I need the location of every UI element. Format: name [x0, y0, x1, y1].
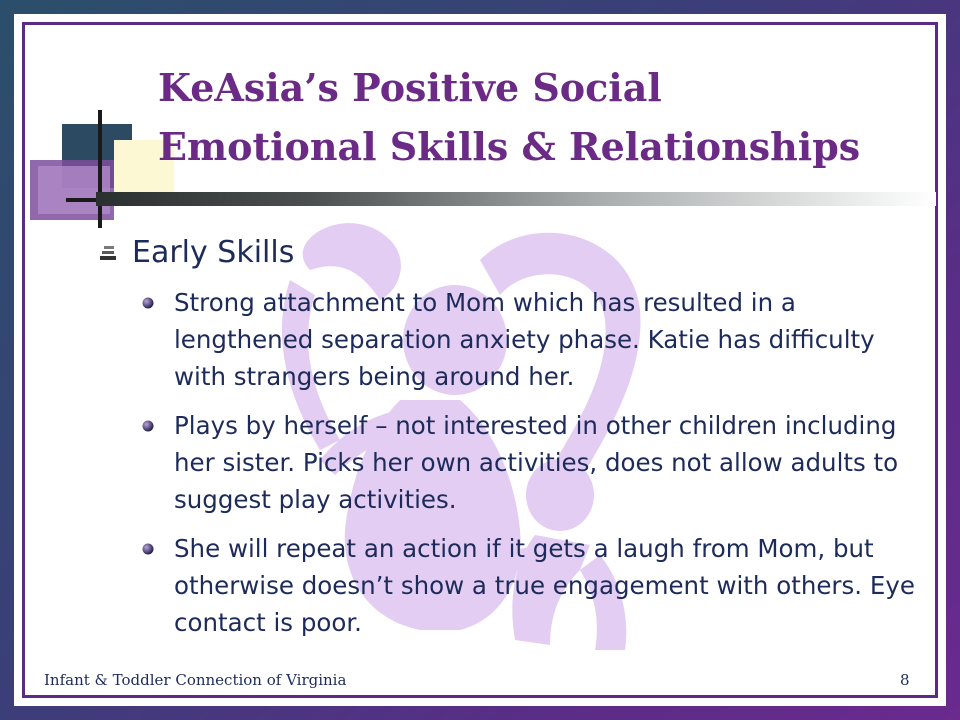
list-item: [142, 407, 920, 518]
title-underline-rule: [96, 192, 936, 206]
slide-number: 8: [900, 671, 910, 689]
section-heading-row: [100, 232, 920, 274]
section-heading: Early Skills: [132, 235, 295, 270]
slide-title: [158, 58, 928, 176]
slide-body: [100, 232, 920, 653]
list-item: [142, 284, 920, 395]
footer-organization: Infant & Toddler Connection of Virginia: [44, 671, 347, 689]
bullet-bars-icon: [100, 246, 120, 262]
bullet-sphere-icon: [142, 420, 154, 432]
title-line-2: Emotional Skills & Relationships: [158, 124, 861, 169]
list-item-text: Plays by herself – not interested in other children including her sister. Picks her own activities, does not allow adults to suggest play activities.: [174, 411, 899, 514]
title-line-1: KeAsia’s Positive Social: [158, 65, 662, 110]
bullet-sphere-icon: [142, 543, 154, 555]
list-item-text: Strong attachment to Mom which has resulted in a lengthened separation anxiety phase. Katie has difficulty with strangers being around her.: [174, 288, 875, 391]
list-item-text: She will repeat an action if it gets a laugh from Mom, but otherwise doesn’t show a true engagement with others. Eye contact is poor.: [174, 534, 915, 637]
bullet-list: [100, 284, 920, 641]
list-item: [142, 530, 920, 641]
bullet-sphere-icon: [142, 297, 154, 309]
